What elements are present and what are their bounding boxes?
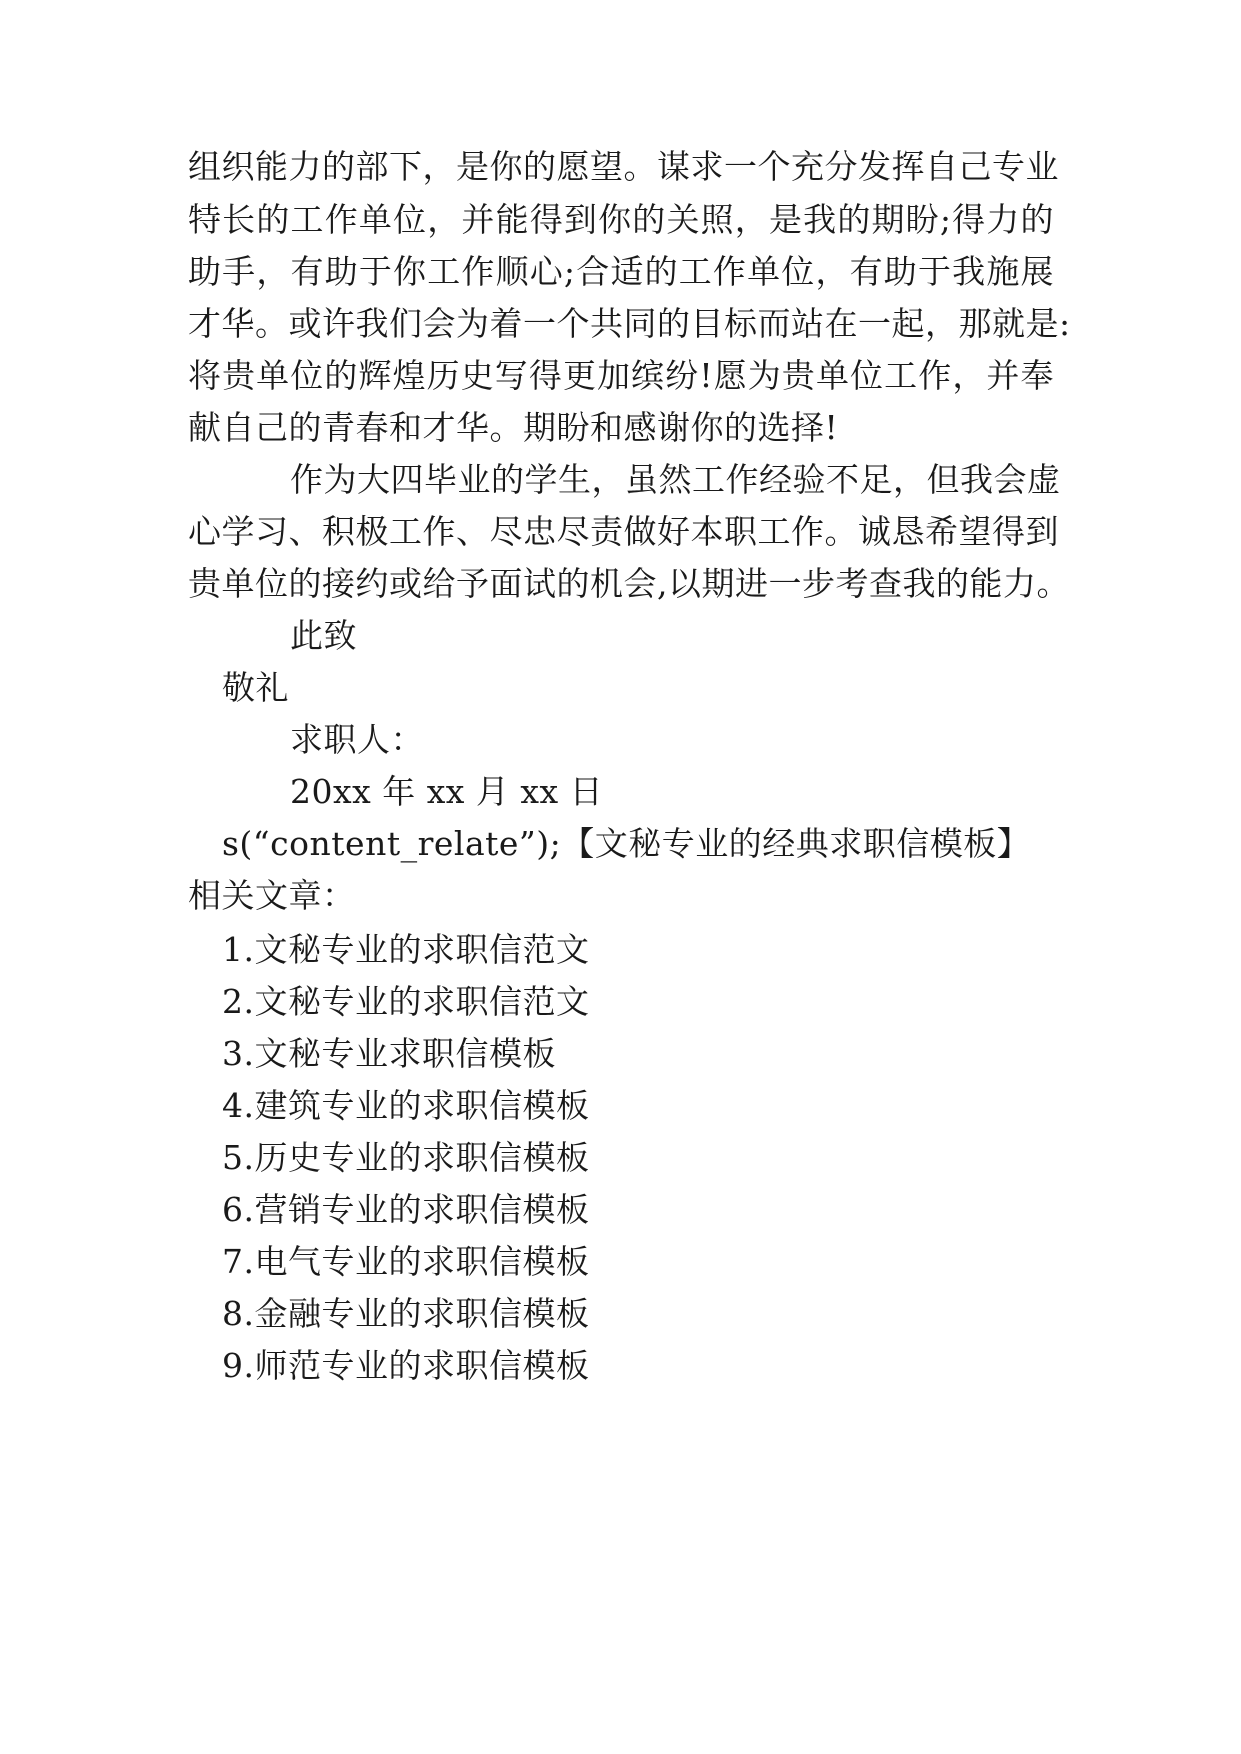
related-article-link[interactable]: 8.金融专业的求职信模板 <box>222 1294 590 1333</box>
salutation-jing-li: 敬礼 <box>222 668 289 707</box>
paragraph-1-line: 献自己的青春和才华。期盼和感谢你的选择! <box>188 408 839 447</box>
related-articles-heading: 相关文章： <box>188 876 356 915</box>
related-article-link[interactable]: 6.营销专业的求职信模板 <box>222 1190 590 1229</box>
related-article-link[interactable]: 3.文秘专业求职信模板 <box>222 1034 556 1073</box>
letter-date: 20xx 年 xx 月 xx 日 <box>290 772 604 811</box>
related-title-line: s(“content_relate”);【文秘专业的经典求职信模板】 <box>222 824 1031 863</box>
salutation-ci-zhi: 此致 <box>290 616 357 655</box>
paragraph-2-line: 作为大四毕业的学生，虽然工作经验不足，但我会虚 <box>290 460 1061 499</box>
paragraph-1-line: 助手，有助于你工作顺心;合适的工作单位，有助于我施展 <box>188 252 1054 291</box>
related-article-link[interactable]: 4.建筑专业的求职信模板 <box>222 1086 590 1125</box>
related-article-link[interactable]: 7.电气专业的求职信模板 <box>222 1242 590 1281</box>
paragraph-1-line: 才华。或许我们会为着一个共同的目标而站在一起，那就是: <box>188 304 1071 343</box>
paragraph-2-line: 心学习、积极工作、尽忠尽责做好本职工作。诚恳希望得到 <box>188 512 1059 551</box>
paragraph-2-line: 贵单位的接约或给予面试的机会,以期进一步考查我的能力。 <box>188 564 1070 603</box>
paragraph-1-line: 将贵单位的辉煌历史写得更加缤纷!愿为贵单位工作，并奉 <box>188 356 1054 395</box>
applicant-label: 求职人： <box>290 720 424 759</box>
related-article-link[interactable]: 1.文秘专业的求职信范文 <box>222 930 590 969</box>
paragraph-1-line: 特长的工作单位，并能得到你的关照，是我的期盼;得力的 <box>188 200 1054 239</box>
paragraph-1-line: 组织能力的部下，是你的愿望。谋求一个充分发挥自己专业 <box>188 147 1059 186</box>
related-article-link[interactable]: 2.文秘专业的求职信范文 <box>222 982 590 1021</box>
related-article-link[interactable]: 5.历史专业的求职信模板 <box>222 1138 590 1177</box>
related-article-link[interactable]: 9.师范专业的求职信模板 <box>222 1346 590 1385</box>
